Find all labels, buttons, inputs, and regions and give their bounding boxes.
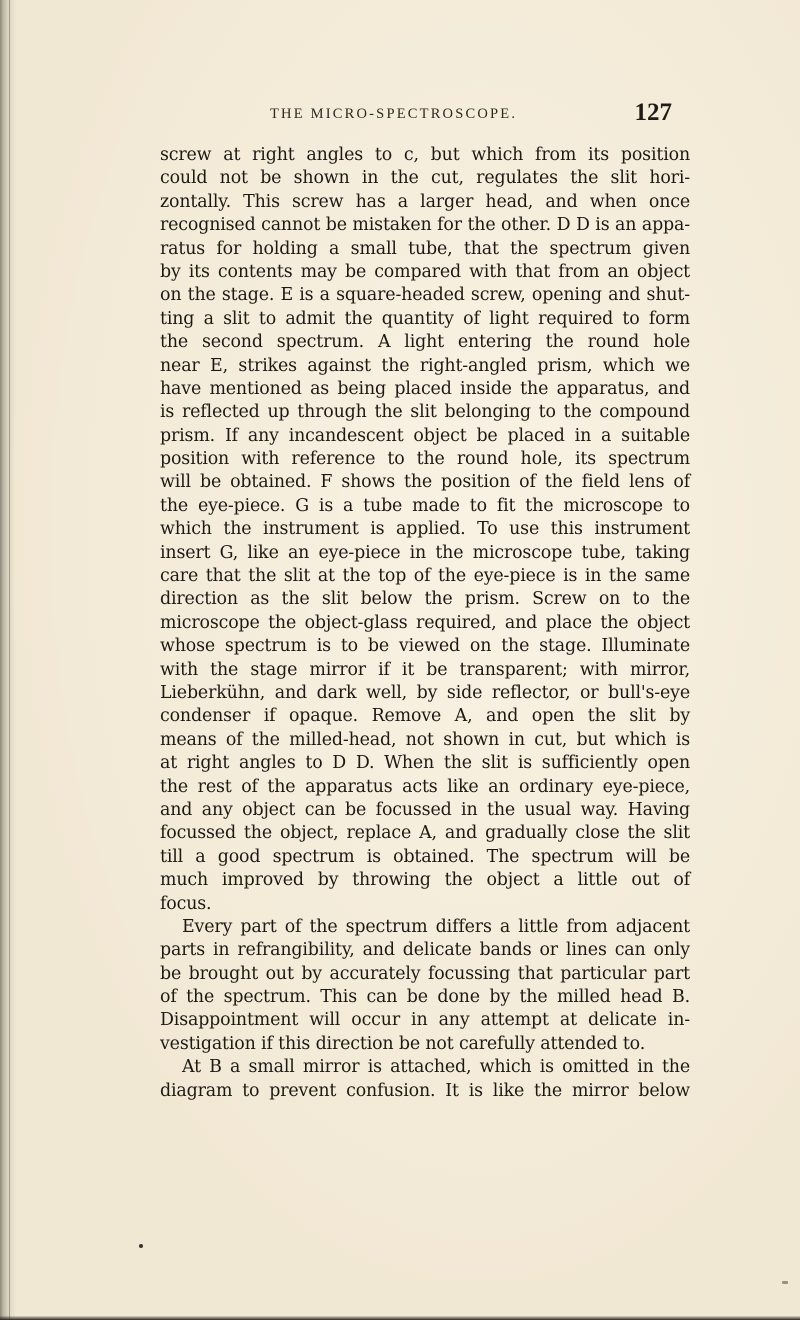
text-line: insert G, like an eye-piece in the microscope tube, taking xyxy=(160,542,690,563)
text-line: till a good spectrum is obtained. The spectrum will be xyxy=(160,846,690,867)
page-header xyxy=(270,99,672,138)
text-line: Lieberkühn, and dark well, by side reflector, or bull's-eye xyxy=(160,682,690,703)
paragraph-end-line: vestigation if this direction be not carefully attended to. xyxy=(160,1033,646,1054)
paragraph-start-line: Every part of the spectrum differs a little from adjacent xyxy=(182,916,690,937)
text-line: care that the slit at the top of the eye-piece is in the same xyxy=(160,566,690,587)
text-line: direction as the slit below the prism. Screw on to the xyxy=(160,589,690,610)
text-line: recognised cannot be mistaken for the other. D D is an appa- xyxy=(160,215,690,236)
text-line: at right angles to D D. When the slit is sufficiently open xyxy=(160,753,690,774)
text-line: the eye-piece. G is a tube made to fit the microscope to xyxy=(160,495,690,516)
text-line: will be obtained. F shows the position of the field lens of xyxy=(160,472,690,493)
text-line: condenser if opaque. Remove A, and open the slit by xyxy=(160,706,690,727)
text-line: ting a slit to admit the quantity of light required to form xyxy=(160,308,690,329)
page-number: 127 xyxy=(634,99,672,126)
margin-mark xyxy=(139,1244,143,1248)
text-line: microscope the object-glass required, and place the object xyxy=(160,612,690,633)
binding-line xyxy=(9,0,10,1320)
text-line: have mentioned as being placed inside the apparatus, and xyxy=(160,378,690,399)
text-line: ratus for holding a small tube, that the spectrum given xyxy=(160,238,690,259)
binding-shadow xyxy=(0,0,16,1320)
text-line: means of the milled-head, not shown in cut, but which is xyxy=(160,729,690,750)
paragraph-end-line: focus. xyxy=(160,893,212,914)
text-line: near E, strikes against the right-angled prism, which we xyxy=(160,355,690,376)
text-line: and any object can be focussed in the usual way. Having xyxy=(160,799,690,820)
text-line: diagram to prevent confusion. It is like the mirror below xyxy=(160,1080,690,1101)
paragraph-start-line: At B a small mirror is attached, which is omitted in the xyxy=(182,1057,690,1078)
text-line: focussed the object, replace A, and gradually close the slit xyxy=(160,823,690,844)
running-head: THE MICRO-SPECTROSCOPE. xyxy=(270,106,518,122)
text-line: be brought out by accurately focussing that particular part xyxy=(160,963,690,984)
text-line: whose spectrum is to be viewed on the stage. Illuminate xyxy=(160,636,690,657)
text-line: prism. If any incandescent object be placed in a suitable xyxy=(160,425,690,446)
text-line: Disappointment will occur in any attempt at delicate in- xyxy=(160,1010,690,1031)
text-line: with the stage mirror if it be transparent; with mirror, xyxy=(160,659,690,680)
text-line: which the instrument is applied. To use this instrument xyxy=(160,519,690,540)
text-line: is reflected up through the slit belonging to the compound xyxy=(160,402,690,423)
page-speck xyxy=(782,1281,788,1284)
text-line: the second spectrum. A light entering the round hole xyxy=(160,332,690,353)
text-line: much improved by throwing the object a little out of xyxy=(160,870,690,891)
text-line: zontally. This screw has a larger head, and when once xyxy=(160,191,690,212)
text-line: parts in refrangibility, and delicate bands or lines can only xyxy=(160,940,690,961)
bottom-edge-rule xyxy=(0,1316,800,1320)
text-line: the rest of the apparatus acts like an ordinary eye-piece, xyxy=(160,776,690,797)
text-line: of the spectrum. This can be done by the milled head B. xyxy=(160,987,690,1008)
body-text xyxy=(160,144,690,1103)
text-line: screw at right angles to c, but which from its position xyxy=(160,145,690,165)
text-line: could not be shown in the cut, regulates the slit hori- xyxy=(160,168,690,189)
text-line: on the stage. E is a square-headed screw, opening and shut- xyxy=(160,285,690,306)
text-line: by its contents may be compared with that from an object xyxy=(160,261,690,282)
text-line: position with reference to the round hole, its spectrum xyxy=(160,449,690,470)
